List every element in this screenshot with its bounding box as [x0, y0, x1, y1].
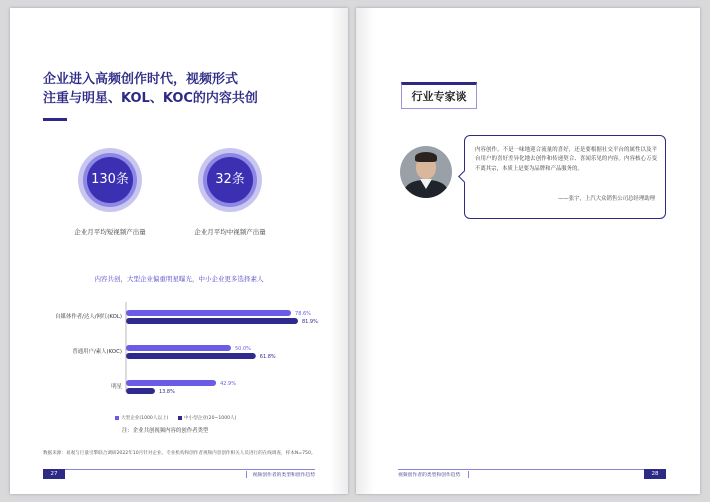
category-label: 明星 [111, 384, 122, 390]
footer-text: 视频创作者的类型和创作趋势 [252, 473, 315, 478]
kpi-short-video [70, 148, 150, 236]
page-number: 27 [43, 469, 65, 479]
chart-note: 注：企业共创视频内容的创作者类型 [122, 428, 209, 434]
kpi-caption: 企业月平均短视频产出量 [74, 228, 146, 236]
quote-text: 内容创作，不是一味地迎合流量的喜好，还是要根据社交平台的属性以及平台用户的喜好差异化地去创作和传递契合、喜闻乐见的内容。内容核心万变不离其宗，本质上是要为品牌和产品服务的。 [475, 147, 657, 172]
legend-label: 中小型企业(20~1000人) [183, 416, 237, 421]
kpi-value: 130条 [87, 157, 133, 203]
kpi-caption: 企业月平均中视频产出量 [194, 228, 266, 236]
legend-item-small [178, 415, 237, 421]
kpi-ring [78, 148, 142, 212]
bar [126, 380, 216, 386]
legend-label: 大型企业(1000人以上) [121, 416, 169, 421]
legend-swatch [115, 416, 119, 420]
kpi-value: 32条 [207, 157, 253, 203]
data-label: 61.8% [259, 354, 276, 360]
chart-subtitle: 内容共创，大型企业偏重明星曝光，中小企业更多选择素人 [94, 275, 264, 283]
quote-pointer [458, 170, 471, 183]
legend-item-large [115, 415, 168, 421]
footer-divider [468, 471, 469, 478]
bar [126, 310, 291, 316]
heading-underline [43, 118, 67, 121]
chart-legend [115, 415, 244, 421]
section-title: 行业专家谈 [401, 82, 477, 109]
bar-chart [30, 300, 330, 400]
page-footer [43, 469, 315, 479]
bar [126, 388, 155, 394]
data-label: 13.8% [158, 389, 175, 395]
category-label: 普通用户/素人(KOC) [72, 349, 122, 355]
gutter-shadow [330, 8, 348, 494]
bar [126, 353, 256, 359]
heading-line-1: 企业进入高频创作时代，视频形式 [43, 72, 239, 87]
data-source: 数据来源：易观与巨量引擎联合调研2022年10月针对企业、专业机构和创作者视频内容创作相关人员进行的在线调查，样本N=750。 [43, 451, 316, 456]
data-label: 42.9% [220, 381, 236, 387]
kpi-mid-video [190, 148, 270, 236]
legend-swatch [178, 416, 182, 420]
data-label: 50.0% [235, 346, 251, 352]
data-label: 78.6% [295, 311, 311, 317]
category-label: 自媒体作者/达人/网红(KOL) [55, 314, 122, 320]
left-page [10, 8, 348, 494]
heading-line-2: 注重与明星、KOL、KOC的内容共创 [43, 91, 258, 106]
bar [126, 318, 298, 324]
footer-divider [246, 471, 247, 478]
bar [126, 345, 231, 351]
kpi-ring [198, 148, 262, 212]
page-number: 28 [644, 469, 666, 479]
gutter-shadow [356, 8, 374, 494]
page-heading [43, 70, 303, 108]
page-footer [398, 469, 666, 479]
quote-author: ——张宇，上汽大众销售公司总经理助理 [557, 196, 655, 202]
data-label: 81.9% [301, 319, 318, 325]
quote-bubble [464, 135, 666, 219]
footer-text: 视频创作者的类型和创作趋势 [398, 473, 461, 478]
right-page [356, 8, 700, 494]
expert-avatar [400, 146, 452, 198]
